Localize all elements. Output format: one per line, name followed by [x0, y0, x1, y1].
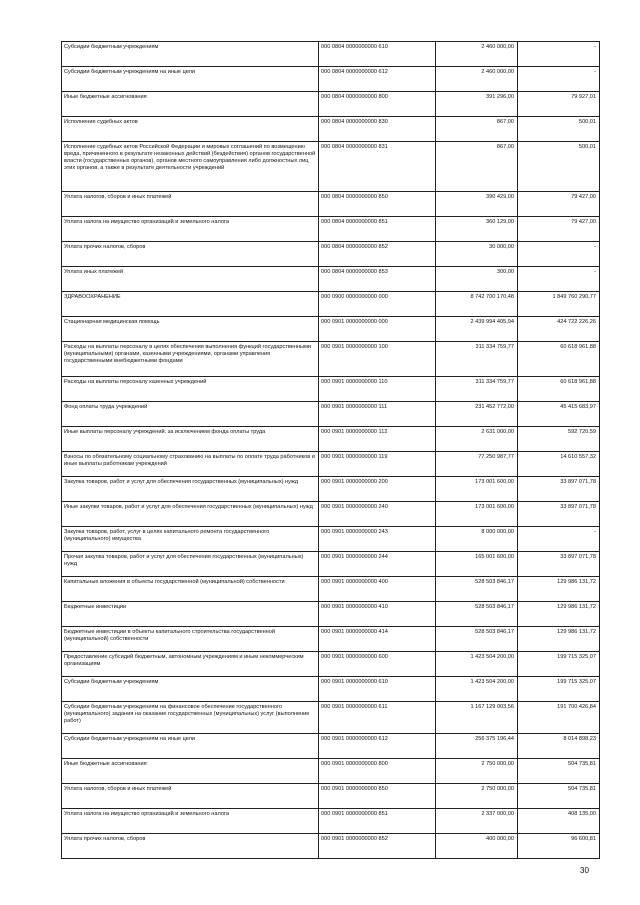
- row-code-cell: 000 0804 0000000000 831: [319, 142, 436, 192]
- table-row: [62, 402, 600, 427]
- row-executed-amount-cell: 129 986 131,72: [518, 577, 600, 602]
- row-name-cell: Закупка товаров, работ и услуг для обеспечения государственных (муниципальных) нужд: [62, 477, 319, 502]
- row-name-cell: Предоставление субсидий бюджетным, автономным учреждениям и иным некоммерческим организациям: [62, 652, 319, 677]
- table-row: [62, 809, 600, 834]
- row-approved-amount-cell: 8 000 000,00: [436, 527, 518, 552]
- row-approved-amount-cell: 360 129,00: [436, 217, 518, 242]
- row-code-cell: 000 0901 0000000000 111: [319, 402, 436, 427]
- row-name-cell: Стационарная медицинская помощь: [62, 317, 319, 342]
- row-name-cell: Уплата иных платежей: [62, 267, 319, 292]
- row-name-cell: Иные выплаты персоналу учреждений, за исключением фонда оплаты труда: [62, 427, 319, 452]
- table-row: [62, 242, 600, 267]
- row-executed-amount-cell: 14 610 557,32: [518, 452, 600, 477]
- budget-table-page: [61, 41, 599, 859]
- table-row: [62, 192, 600, 217]
- table-row: [62, 317, 600, 342]
- row-executed-amount-cell: 79 427,00: [518, 217, 600, 242]
- row-executed-amount-cell: -: [518, 67, 600, 92]
- row-approved-amount-cell: 867,00: [436, 142, 518, 192]
- row-name-cell: Расходы на выплаты персоналу в целях обеспечения выполнения функций государственными (муниципальными) органами, казенными учреждениями, органами управления государственными внебюджетными фондами: [62, 342, 319, 377]
- row-executed-amount-cell: 79 427,00: [518, 192, 600, 217]
- table-row: [62, 377, 600, 402]
- row-code-cell: 000 0901 0000000000 611: [319, 702, 436, 734]
- row-approved-amount-cell: 867,00: [436, 117, 518, 142]
- row-name-cell: Иные бюджетные ассигнования: [62, 759, 319, 784]
- row-executed-amount-cell: 199 715 325,07: [518, 677, 600, 702]
- row-name-cell: Капитальные вложения в объекты государственной (муниципальной) собственности: [62, 577, 319, 602]
- row-name-cell: Иные бюджетные ассигнования: [62, 92, 319, 117]
- row-executed-amount-cell: 129 986 131,72: [518, 602, 600, 627]
- table-row: [62, 427, 600, 452]
- table-row: [62, 477, 600, 502]
- row-approved-amount-cell: 2 750 000,00: [436, 784, 518, 809]
- row-name-cell: Субсидии бюджетным учреждениям на финансовое обеспечение государственного (муниципального) задания на оказание государственных (муниципальных) услуг (выполнение работ): [62, 702, 319, 734]
- row-approved-amount-cell: 1 167 129 003,56: [436, 702, 518, 734]
- row-executed-amount-cell: 60 618 961,88: [518, 342, 600, 377]
- row-approved-amount-cell: 30 000,00: [436, 242, 518, 267]
- row-code-cell: 000 0804 0000000000 852: [319, 242, 436, 267]
- row-approved-amount-cell: 2 460 000,00: [436, 42, 518, 67]
- row-name-cell: Субсидии бюджетным учреждениям на иные цели: [62, 734, 319, 759]
- row-name-cell: Уплата прочих налогов, сборов: [62, 834, 319, 859]
- row-code-cell: 000 0901 0000000000 112: [319, 427, 436, 452]
- row-code-cell: 000 0901 0000000000 110: [319, 377, 436, 402]
- page-number: 30: [580, 866, 589, 875]
- row-executed-amount-cell: 8 014 898,23: [518, 734, 600, 759]
- row-executed-amount-cell: 504 735,81: [518, 784, 600, 809]
- row-approved-amount-cell: 528 503 846,17: [436, 627, 518, 652]
- row-executed-amount-cell: 592 720,59: [518, 427, 600, 452]
- row-approved-amount-cell: 173 001 600,00: [436, 502, 518, 527]
- table-row: [62, 342, 600, 377]
- row-approved-amount-cell: 2 337 000,00: [436, 809, 518, 834]
- row-code-cell: 000 0901 0000000000 119: [319, 452, 436, 477]
- row-name-cell: Бюджетные инвестиции: [62, 602, 319, 627]
- table-row: [62, 677, 600, 702]
- row-code-cell: 000 0901 0000000000 612: [319, 734, 436, 759]
- row-code-cell: 000 0900 0000000000 000: [319, 292, 436, 317]
- row-approved-amount-cell: 173 001 600,00: [436, 477, 518, 502]
- row-name-cell: Субсидии бюджетным учреждениям на иные цели: [62, 67, 319, 92]
- table-row: [62, 759, 600, 784]
- row-approved-amount-cell: 528 503 846,17: [436, 602, 518, 627]
- row-name-cell: Прочая закупка товаров, работ и услуг для обеспечения государственных (муниципальных) нужд: [62, 552, 319, 577]
- row-code-cell: 000 0804 0000000000 830: [319, 117, 436, 142]
- row-code-cell: 000 0901 0000000000 200: [319, 477, 436, 502]
- row-name-cell: ЗДРАВООХРАНЕНИЕ: [62, 292, 319, 317]
- row-code-cell: 000 0804 0000000000 851: [319, 217, 436, 242]
- row-approved-amount-cell: 77 250 987,77: [436, 452, 518, 477]
- row-name-cell: Фонд оплаты труда учреждений: [62, 402, 319, 427]
- row-code-cell: 000 0804 0000000000 800: [319, 92, 436, 117]
- row-executed-amount-cell: 424 722 226,26: [518, 317, 600, 342]
- row-approved-amount-cell: 2 460 000,00: [436, 67, 518, 92]
- row-code-cell: 000 0901 0000000000 414: [319, 627, 436, 652]
- row-name-cell: Исполнение судебных актов: [62, 117, 319, 142]
- row-name-cell: Исполнение судебных актов Российской Федерации и мировых соглашений по возмещению вреда, причиненного в результате незаконных действий (бездействия) органов государственной власти (государственных органов), органов местного самоуправления либо должностных лиц этих органов, а также в результате деятельности учреждений: [62, 142, 319, 192]
- row-executed-amount-cell: 45 415 683,97: [518, 402, 600, 427]
- table-row: [62, 67, 600, 92]
- row-approved-amount-cell: 300,00: [436, 267, 518, 292]
- row-executed-amount-cell: 79 927,01: [518, 92, 600, 117]
- row-executed-amount-cell: -: [518, 242, 600, 267]
- row-executed-amount-cell: 60 618 961,88: [518, 377, 600, 402]
- row-code-cell: 000 0901 0000000000 000: [319, 317, 436, 342]
- table-row: [62, 527, 600, 552]
- row-name-cell: Уплата налога на имущество организаций и земельного налога: [62, 809, 319, 834]
- row-approved-amount-cell: 311 334 759,77: [436, 377, 518, 402]
- row-name-cell: Бюджетные инвестиции в объекты капитального строительства государственной (муниципальной) собственности: [62, 627, 319, 652]
- row-code-cell: 000 0901 0000000000 852: [319, 834, 436, 859]
- table-row: [62, 217, 600, 242]
- row-approved-amount-cell: 528 503 846,17: [436, 577, 518, 602]
- row-code-cell: 000 0901 0000000000 240: [319, 502, 436, 527]
- row-approved-amount-cell: 256 375 196,44: [436, 734, 518, 759]
- row-name-cell: Уплата налога на имущество организаций и земельного налога: [62, 217, 319, 242]
- row-code-cell: 000 0804 0000000000 850: [319, 192, 436, 217]
- table-row: [62, 834, 600, 859]
- row-name-cell: Взносы по обязательному социальному страхованию на выплаты по оплате труда работников и иные выплаты работникам учреждений: [62, 452, 319, 477]
- row-approved-amount-cell: 1 423 504 200,00: [436, 677, 518, 702]
- row-name-cell: Расходы на выплаты персоналу казенных учреждений: [62, 377, 319, 402]
- row-approved-amount-cell: 2 439 994 405,94: [436, 317, 518, 342]
- row-name-cell: Закупка товаров, работ, услуг в целях капитального ремонта государственного (муниципального) имущества: [62, 527, 319, 552]
- row-code-cell: 000 0901 0000000000 800: [319, 759, 436, 784]
- row-code-cell: 000 0901 0000000000 600: [319, 652, 436, 677]
- table-row: [62, 734, 600, 759]
- table-row: [62, 784, 600, 809]
- row-executed-amount-cell: 504 735,81: [518, 759, 600, 784]
- row-executed-amount-cell: -: [518, 267, 600, 292]
- row-executed-amount-cell: 33 897 071,78: [518, 477, 600, 502]
- row-name-cell: Иные закупки товаров, работ и услуг для обеспечения государственных (муниципальных) нужд: [62, 502, 319, 527]
- row-executed-amount-cell: 96 600,81: [518, 834, 600, 859]
- row-approved-amount-cell: 2 750 000,00: [436, 759, 518, 784]
- row-executed-amount-cell: 408 135,00: [518, 809, 600, 834]
- row-approved-amount-cell: 165 001 600,00: [436, 552, 518, 577]
- row-approved-amount-cell: 231 452 772,00: [436, 402, 518, 427]
- row-executed-amount-cell: 199 715 325,07: [518, 652, 600, 677]
- table-row: [62, 602, 600, 627]
- table-row: [62, 142, 600, 192]
- table-row: [62, 577, 600, 602]
- row-approved-amount-cell: 391 296,00: [436, 92, 518, 117]
- row-code-cell: 000 0901 0000000000 851: [319, 809, 436, 834]
- table-row: [62, 627, 600, 652]
- row-executed-amount-cell: 33 897 071,78: [518, 502, 600, 527]
- table-row: [62, 452, 600, 477]
- row-executed-amount-cell: 33 897 071,78: [518, 552, 600, 577]
- row-approved-amount-cell: 311 334 759,77: [436, 342, 518, 377]
- table-row: [62, 92, 600, 117]
- row-executed-amount-cell: 500,01: [518, 117, 600, 142]
- budget-table: [61, 41, 600, 859]
- row-code-cell: 000 0901 0000000000 100: [319, 342, 436, 377]
- row-approved-amount-cell: 400 000,00: [436, 834, 518, 859]
- row-name-cell: Уплата прочих налогов, сборов: [62, 242, 319, 267]
- row-executed-amount-cell: 129 986 131,72: [518, 627, 600, 652]
- row-executed-amount-cell: -: [518, 42, 600, 67]
- table-row: [62, 652, 600, 677]
- table-row: [62, 292, 600, 317]
- row-code-cell: 000 0901 0000000000 400: [319, 577, 436, 602]
- row-executed-amount-cell: -: [518, 527, 600, 552]
- table-row: [62, 267, 600, 292]
- row-approved-amount-cell: 8 742 700 170,48: [436, 292, 518, 317]
- table-row: [62, 702, 600, 734]
- table-row: [62, 117, 600, 142]
- row-approved-amount-cell: 1 423 504 200,00: [436, 652, 518, 677]
- table-row: [62, 502, 600, 527]
- row-name-cell: Уплата налогов, сборов и иных платежей: [62, 192, 319, 217]
- row-code-cell: 000 0901 0000000000 610: [319, 677, 436, 702]
- row-executed-amount-cell: 500,01: [518, 142, 600, 192]
- row-approved-amount-cell: 2 631 000,00: [436, 427, 518, 452]
- table-row: [62, 42, 600, 67]
- row-executed-amount-cell: 1 849 760 290,77: [518, 292, 600, 317]
- row-name-cell: Уплата налогов, сборов и иных платежей: [62, 784, 319, 809]
- row-approved-amount-cell: 390 429,00: [436, 192, 518, 217]
- row-name-cell: Субсидии бюджетным учреждениям: [62, 42, 319, 67]
- row-name-cell: Субсидии бюджетным учреждениям: [62, 677, 319, 702]
- row-code-cell: 000 0804 0000000000 610: [319, 42, 436, 67]
- row-code-cell: 000 0901 0000000000 244: [319, 552, 436, 577]
- row-executed-amount-cell: 191 700 426,84: [518, 702, 600, 734]
- budget-table-body: [62, 42, 600, 859]
- row-code-cell: 000 0804 0000000000 853: [319, 267, 436, 292]
- row-code-cell: 000 0901 0000000000 850: [319, 784, 436, 809]
- row-code-cell: 000 0901 0000000000 243: [319, 527, 436, 552]
- row-code-cell: 000 0804 0000000000 612: [319, 67, 436, 92]
- row-code-cell: 000 0901 0000000000 410: [319, 602, 436, 627]
- table-row: [62, 552, 600, 577]
